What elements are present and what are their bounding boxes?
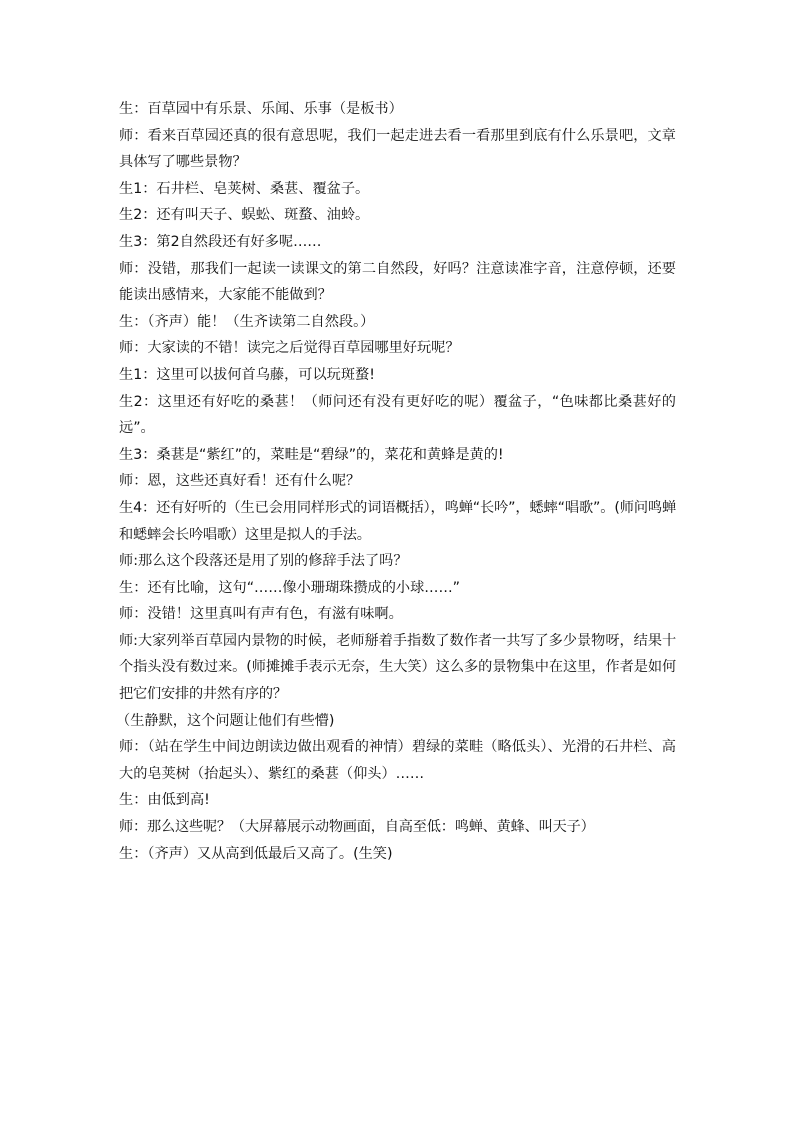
paragraph: 师:那么这个段落还是用了别的修辞手法了吗？ (119, 553, 408, 570)
paragraph: 生：百草园中有乐景、乐闻、乐事（是板书） (119, 101, 403, 117)
paragraph: 师：没错，那我们一起读一读课文的第二自然段，好吗？注意读准字音，注意停顿，还要能读出感情来，大家能不能做到？ (119, 260, 676, 304)
paragraph: 生4：还有好听的（生已会用同样形式的词语概括），鸣蝉“长吟”，蟋蟀“唱歌”。(师问鸣蝉和蟋蟀会长吟唱歌）这里是拟人的手法。 (119, 499, 676, 543)
paragraph: 师:大家列举百草园内景物的时候，老师掰着手指数了数作者一共写了多少景物呀，结果十个指头没有数过来。(师摊摊手表示无奈，生大笑）这么多的景物集中在这里，作者是如何把它们安排的井然有序的？ (119, 632, 676, 703)
paragraph: 生2：这里还有好吃的桑葚！（师问还有没有更好吃的呢）覆盆子，“色味都比桑葚好的远”。 (119, 393, 676, 437)
paragraph: 师：看来百草园还真的很有意思呢，我们一起走进去看一看那里到底有什么乐景吧，文章具体写了哪些景物？ (119, 127, 676, 171)
paragraph: 生1：这里可以拔何首乌藤，可以玩斑蝥! (119, 366, 375, 383)
paragraph: 生：（齐声）又从高到低最后又高了。(生笑) (119, 845, 393, 862)
paragraph: 师：大家读的不错！读完之后觉得百草园哪里好玩呢？ (119, 340, 460, 357)
paragraph: 师：没错！这里真叫有声有色，有滋有味啊。 (119, 606, 403, 623)
paragraph: 师：那么这些呢？（大屏幕展示动物画面，自高至低：鸣蝉、黄蜂、叫天子） (119, 819, 595, 836)
paragraph: 生：由低到高! (119, 792, 210, 809)
paragraph: 生3：桑葚是“紫红”的，菜畦是“碧绿”的，菜花和黄蜂是黄的! (119, 446, 504, 463)
document-page (116, 96, 676, 867)
paragraph: 生1：石井栏、皂荚树、桑葚、覆盆子。 (119, 180, 370, 197)
paragraph: 生2：还有叫天子、蜈蚣、斑蝥、油蛉。 (119, 207, 370, 224)
paragraph: （生静默，这个问题让他们有些懵) (116, 712, 335, 729)
paragraph: 生3：第2自然段还有好多呢…… (119, 233, 322, 250)
paragraph: 生：还有比喻，这句“……像小珊瑚珠攒成的小球……” (119, 579, 461, 596)
paragraph: 生：（齐声）能！（生齐读第二自然段。） (119, 313, 375, 330)
paragraph: 师：恩，这些还真好看！还有什么呢？ (119, 473, 361, 490)
paragraph: 师：（站在学生中间边朗读边做出观看的神情）碧绿的菜畦（略低头）、光滑的石井栏、高大的皂荚树（抬起头）、紫红的桑葚（仰头）…… (119, 739, 676, 782)
